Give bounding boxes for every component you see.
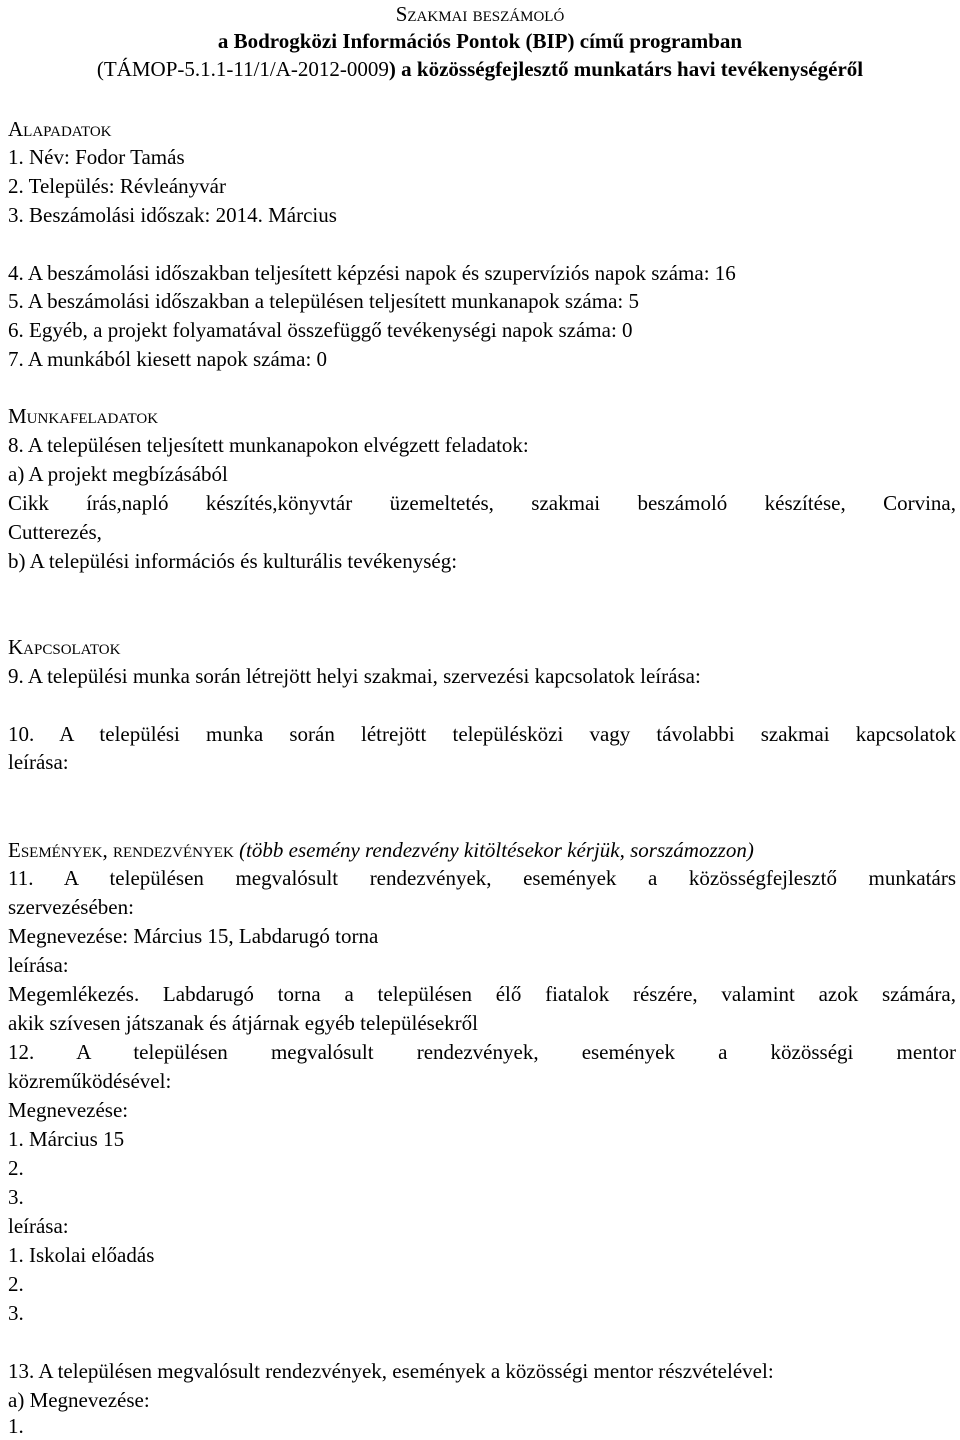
item-12-cont: közreműködésével: <box>8 1069 172 1093</box>
section-heading-esemenyek <box>8 836 956 864</box>
subtitle-rest: ) a közösségfejlesztő munkatárs havi tevékenységéről <box>388 57 864 81</box>
item-11-desc-cont: akik szívesen játszanak és átjárnak egyéb településekről <box>8 1011 478 1035</box>
item-10: 10. A települési munka során létrejött településközi vagy távolabbi szakmai kapcsolatok <box>8 722 956 746</box>
item-8-a-text: Cikk írás,napló készítés,könyvtár üzemeltetés, szakmai beszámoló készítése, Corvina, <box>8 491 956 515</box>
item-11-desc-label: leírása: <box>8 953 69 977</box>
item-11-cont: szervezésében: <box>8 895 134 919</box>
item-10-cont: leírása: <box>8 750 69 774</box>
item-12-desc-3: 3. <box>8 1301 24 1325</box>
section-heading-kapcsolatok: Kapcsolatok <box>8 635 121 659</box>
item-5: 5. A beszámolási időszakban a településen teljesített munkanapok száma: 5 <box>8 289 639 313</box>
report-title: Szakmai beszámoló <box>395 2 565 26</box>
item-8-b-label: b) A települési információs és kulturális tevékenység: <box>8 549 458 573</box>
item-6: 6. Egyéb, a projekt folyamatával összefüggő tevékenységi napok száma: 0 <box>8 318 633 342</box>
item-9: 9. A települési munka során létrejött helyi szakmai, szervezési kapcsolatok leírása: <box>8 664 701 688</box>
section-heading-munkafeladatok: Munkafeladatok <box>8 404 159 428</box>
item-12-desc-2: 2. <box>8 1272 24 1296</box>
item-8-a-text-cont: Cutterezés, <box>8 520 102 544</box>
item-12-desc-1: 1. Iskolai előadás <box>8 1243 155 1267</box>
item-13-first: 1. <box>8 1414 24 1438</box>
name-field: 1. Név: Fodor Tamás <box>8 145 185 169</box>
item-12-name-label: Megnevezése: <box>8 1098 129 1122</box>
esemenyek-heading-note: (több esemény rendezvény kitöltésekor kérjük, sorszámozzon) <box>239 838 754 862</box>
item-12-name-1: 1. Március 15 <box>8 1127 125 1151</box>
item-12: 12. A településen megvalósult rendezvények, események a közösségi mentor <box>8 1040 956 1064</box>
item-13-a: a) Megnevezése: <box>8 1388 150 1412</box>
period-field: 3. Beszámolási időszak: 2014. Március <box>8 203 337 227</box>
item-11: 11. A településen megvalósult rendezvények, események a közösségfejlesztő munkatárs <box>8 866 956 890</box>
item-8: 8. A településen teljesített munkanapokon elvégzett feladatok: <box>8 433 529 457</box>
item-4: 4. A beszámolási időszakban teljesített képzési napok és szupervíziós napok száma: 16 <box>8 261 736 285</box>
program-name: a Bodrogközi Információs Pontok (BIP) című programban <box>217 29 743 53</box>
item-11-desc: Megemlékezés. Labdarugó torna a településen élő fiatalok részére, valamint azok számára, <box>8 982 956 1006</box>
project-code: (TÁMOP-5.1.1-11/1/A-2012-0009 <box>96 57 389 81</box>
item-13: 13. A településen megvalósult rendezvények, események a közösségi mentor részvételével: <box>8 1359 774 1383</box>
settlement-field: 2. Település: Révleányvár <box>8 174 226 198</box>
report-subtitle <box>0 55 960 83</box>
item-12-desc-label: leírása: <box>8 1214 69 1238</box>
item-8-a-label: a) A projekt megbízásából <box>8 462 228 486</box>
esemenyek-heading-text: Események, rendezvények <box>8 838 234 862</box>
item-7: 7. A munkából kiesett napok száma: 0 <box>8 347 328 371</box>
item-11-name: Megnevezése: Március 15, Labdarugó torna <box>8 924 379 948</box>
section-heading-alapadatok: Alapadatok <box>8 117 112 141</box>
item-12-name-3: 3. <box>8 1185 24 1209</box>
item-12-name-2: 2. <box>8 1156 24 1180</box>
